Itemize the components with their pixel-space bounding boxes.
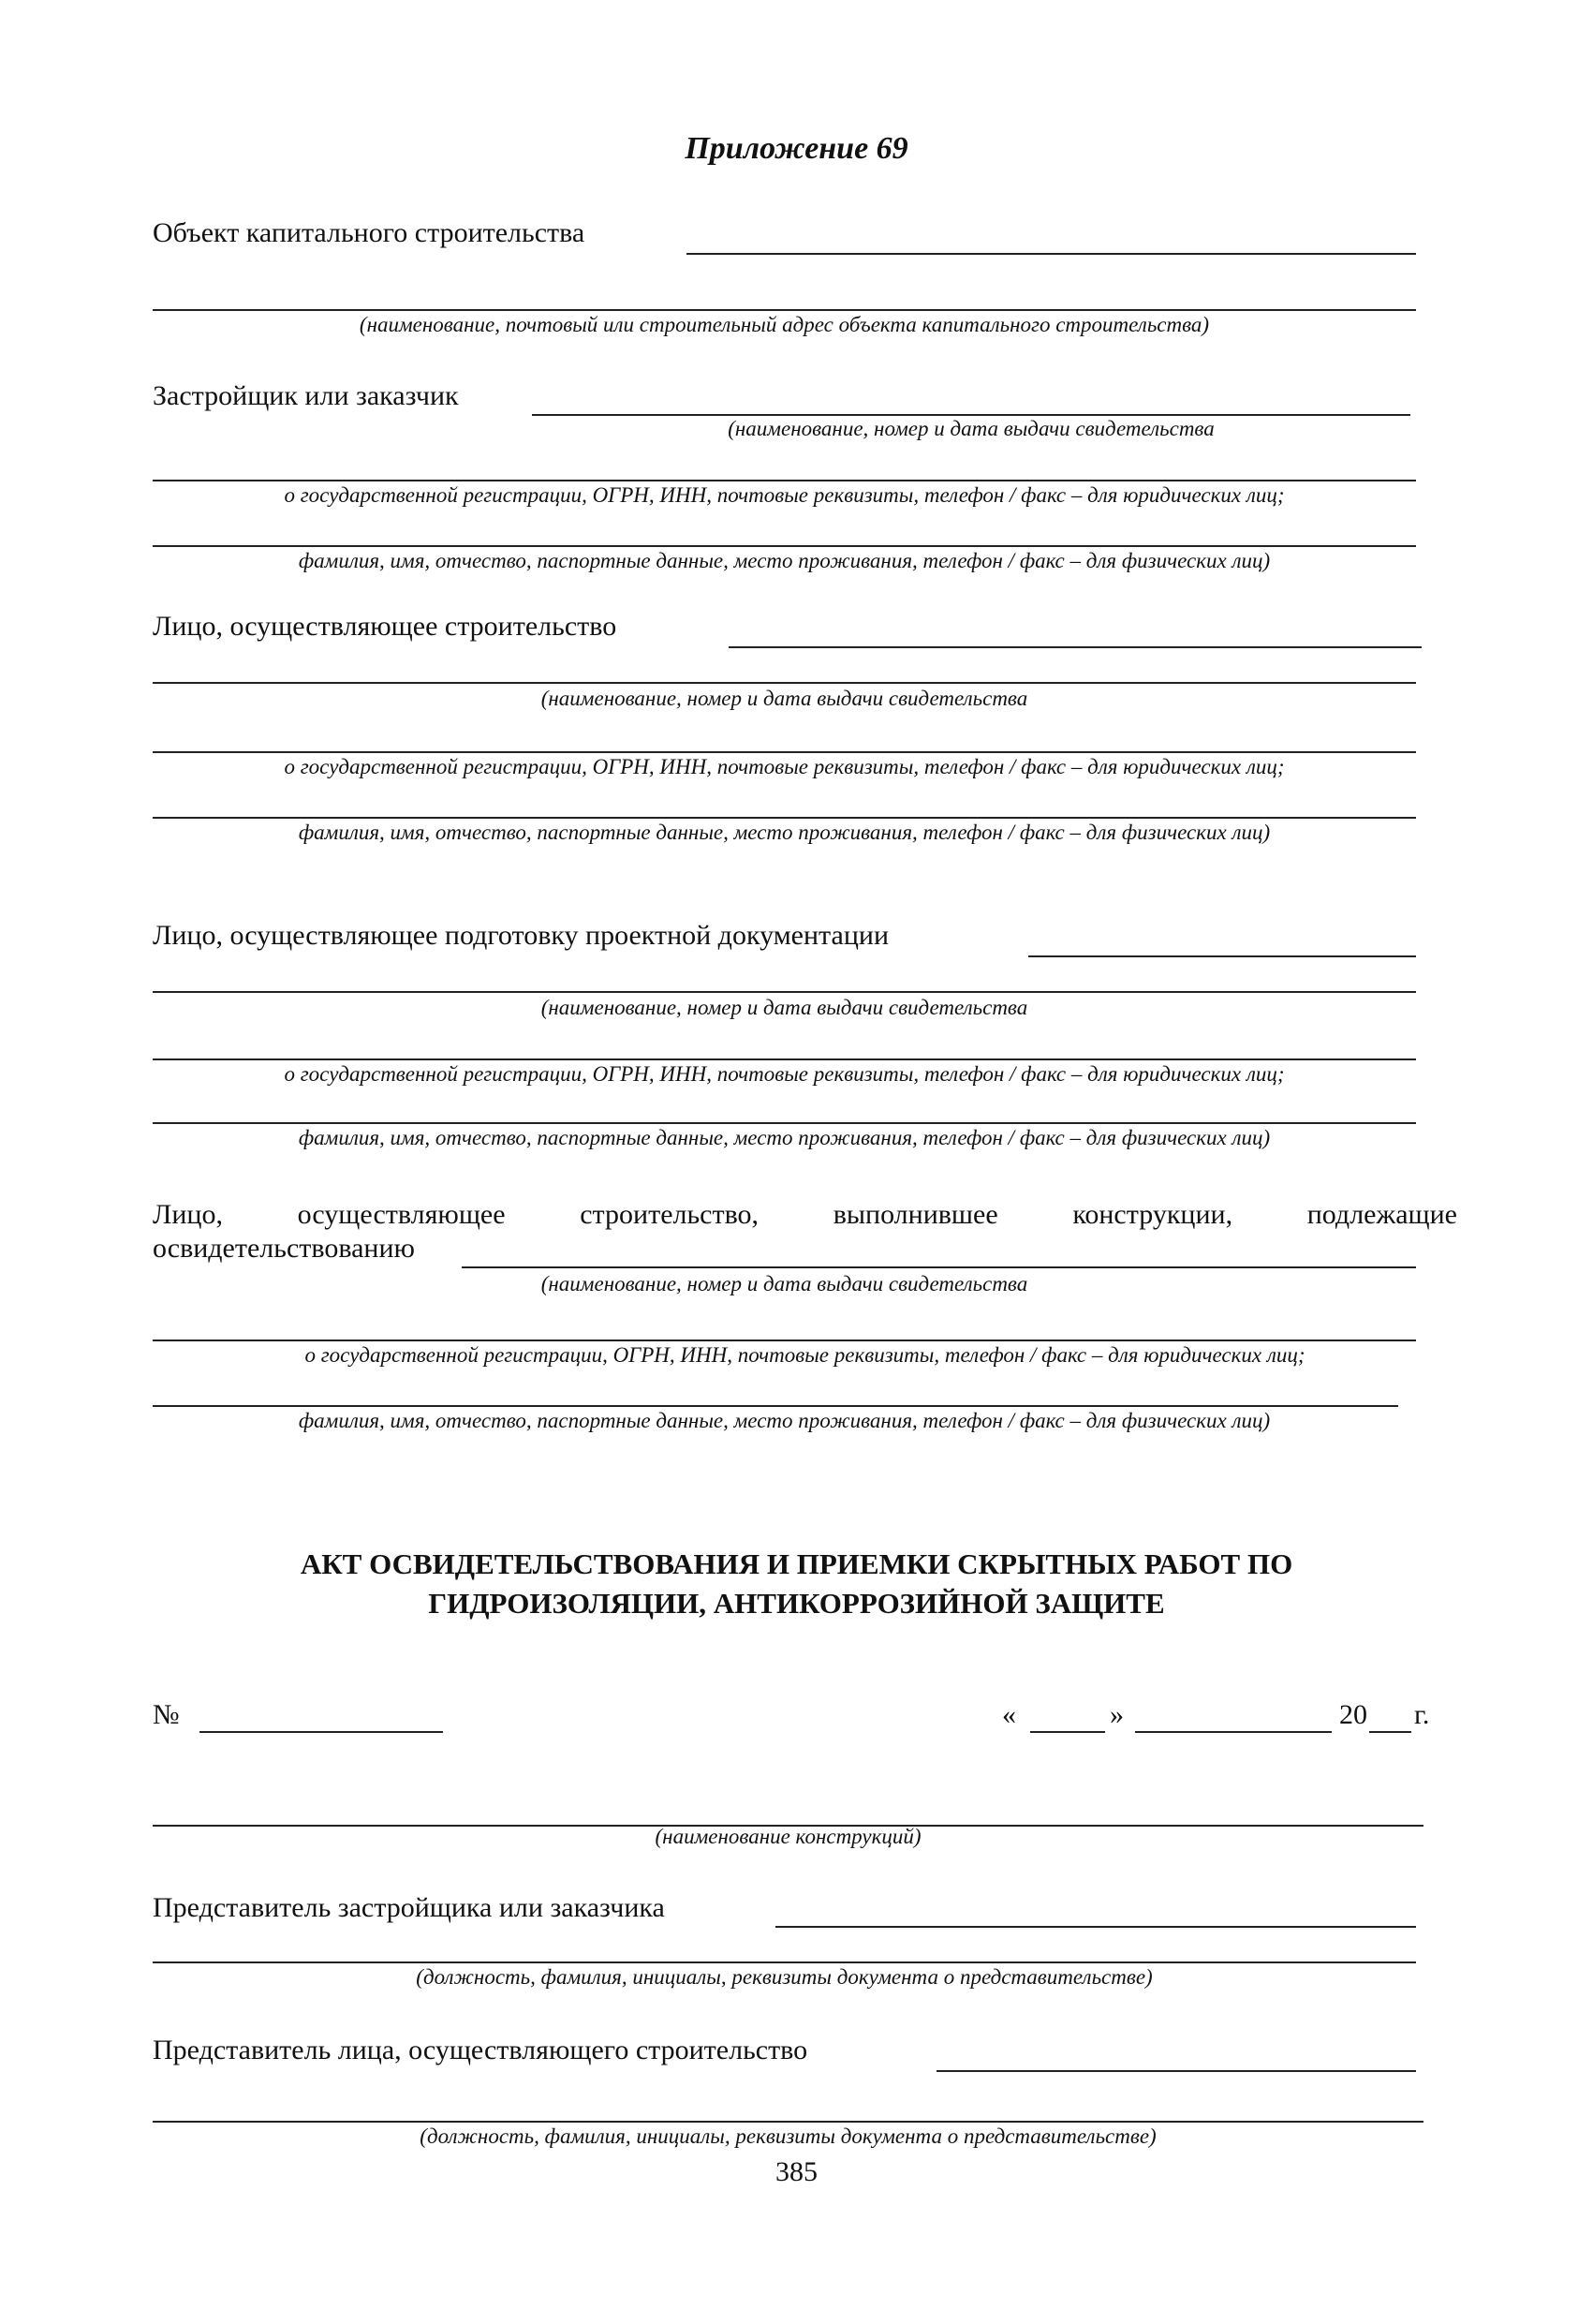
builder-field-line-2[interactable] (153, 682, 1416, 684)
rep-developer-field-line-2[interactable] (153, 1961, 1416, 1963)
object-field-line[interactable] (686, 253, 1416, 255)
builder-field-line[interactable] (729, 646, 1422, 648)
date-month-field[interactable] (1135, 1731, 1332, 1733)
rep-developer-label: Представитель застройщика или заказчика (153, 1892, 665, 1923)
constructions-hint: (наименование конструкций) (655, 1825, 922, 1848)
object-label: Объект капитального строительства (153, 217, 585, 248)
developer-field-line-2[interactable] (153, 480, 1416, 481)
date-year-field[interactable] (1369, 1731, 1411, 1733)
builder-field-line-4[interactable] (153, 817, 1416, 819)
designer-field-line-3[interactable] (153, 1058, 1416, 1060)
page-number: 385 (775, 2156, 818, 2187)
date-year-suffix: г. (1414, 1699, 1430, 1730)
object-field-line-2[interactable] (153, 309, 1416, 311)
performer-word: строительство, (580, 1199, 760, 1230)
performer-field-line-2[interactable] (153, 1340, 1416, 1341)
builder-field-line-3[interactable] (153, 751, 1416, 753)
performer-word: конструкции, (1072, 1199, 1233, 1230)
designer-field-line-2[interactable] (153, 991, 1416, 993)
developer-hint-3: фамилия, имя, отчество, паспортные данные, место проживания, телефон / факс – для физических лиц) (298, 549, 1271, 572)
performer-label-line2: освидетельствованию (153, 1233, 415, 1264)
date-year-prefix: 20 (1339, 1699, 1367, 1730)
builder-label: Лицо, осуществляющее строительство (153, 611, 617, 642)
performer-word: выполнившее (833, 1199, 998, 1230)
designer-hint-1: (наименование, номер и дата выдачи свидетельства (540, 996, 1028, 1019)
rep-developer-hint: (должность, фамилия, инициалы, реквизиты документа о представительстве) (416, 1965, 1153, 1989)
developer-label: Застройщик или заказчик (153, 380, 459, 411)
rep-builder-label: Представитель лица, осуществляющего строительство (153, 2035, 808, 2065)
rep-developer-field-line[interactable] (775, 1926, 1416, 1928)
builder-hint-1: (наименование, номер и дата выдачи свидетельства (540, 687, 1028, 710)
act-number-label: № (153, 1699, 180, 1730)
date-day-field[interactable] (1030, 1731, 1105, 1733)
performer-hint-3: фамилия, имя, отчество, паспортные данные, место проживания, телефон / факс – для физических лиц) (298, 1409, 1271, 1432)
date-close-quote: » (1110, 1699, 1124, 1730)
object-hint: (наименование, почтовый или строительный адрес объекта капитального строительства) (359, 313, 1210, 336)
developer-field-line[interactable] (532, 414, 1410, 416)
designer-hint-2: о государственной регистрации, ОГРН, ИНН, почтовые реквизиты, телефон / факс – для юридических лиц; (284, 1062, 1285, 1086)
designer-field-line-4[interactable] (153, 1122, 1416, 1124)
rep-builder-field-line-2[interactable] (153, 2121, 1423, 2123)
performer-word: подлежащие (1306, 1199, 1457, 1230)
performer-word: Лицо, (153, 1199, 223, 1230)
performer-hint-2: о государственной регистрации, ОГРН, ИНН, почтовые реквизиты, телефон / факс – для юридических лиц; (304, 1343, 1305, 1367)
act-number-field[interactable] (199, 1731, 443, 1733)
appendix-title: Приложение 69 (685, 131, 908, 166)
designer-field-line[interactable] (1028, 955, 1416, 957)
designer-label: Лицо, осуществляющее подготовку проектной документации (153, 920, 890, 951)
designer-hint-3: фамилия, имя, отчество, паспортные данные, место проживания, телефон / факс – для физических лиц) (298, 1126, 1271, 1149)
developer-hint-2: о государственной регистрации, ОГРН, ИНН, почтовые реквизиты, телефон / факс – для юридических лиц; (284, 483, 1285, 507)
rep-builder-hint: (должность, фамилия, инициалы, реквизиты документа о представительстве) (420, 2124, 1157, 2148)
performer-word: осуществляющее (297, 1199, 506, 1230)
developer-hint-1: (наименование, номер и дата выдачи свидетельства (728, 417, 1215, 440)
performer-field-line-3[interactable] (153, 1405, 1398, 1407)
builder-hint-3: фамилия, имя, отчество, паспортные данные, место проживания, телефон / факс – для физических лиц) (298, 821, 1271, 844)
date-open-quote: « (1002, 1699, 1016, 1730)
act-title-line-1: АКТ ОСВИДЕТЕЛЬСТВОВАНИЯ И ПРИЕМКИ СКРЫТНЫХ РАБОТ ПО (300, 1547, 1293, 1580)
performer-field-line[interactable] (462, 1266, 1416, 1268)
act-title-line-2: ГИДРОИЗОЛЯЦИИ, АНТИКОРРОЗИЙНОЙ ЗАЩИТЕ (428, 1587, 1165, 1620)
builder-hint-2: о государственной регистрации, ОГРН, ИНН, почтовые реквизиты, телефон / факс – для юридических лиц; (284, 755, 1285, 778)
rep-builder-field-line[interactable] (937, 2070, 1416, 2072)
developer-field-line-3[interactable] (153, 545, 1416, 547)
performer-label-row (153, 1199, 1457, 1231)
performer-hint-1: (наименование, номер и дата выдачи свидетельства (540, 1272, 1028, 1295)
